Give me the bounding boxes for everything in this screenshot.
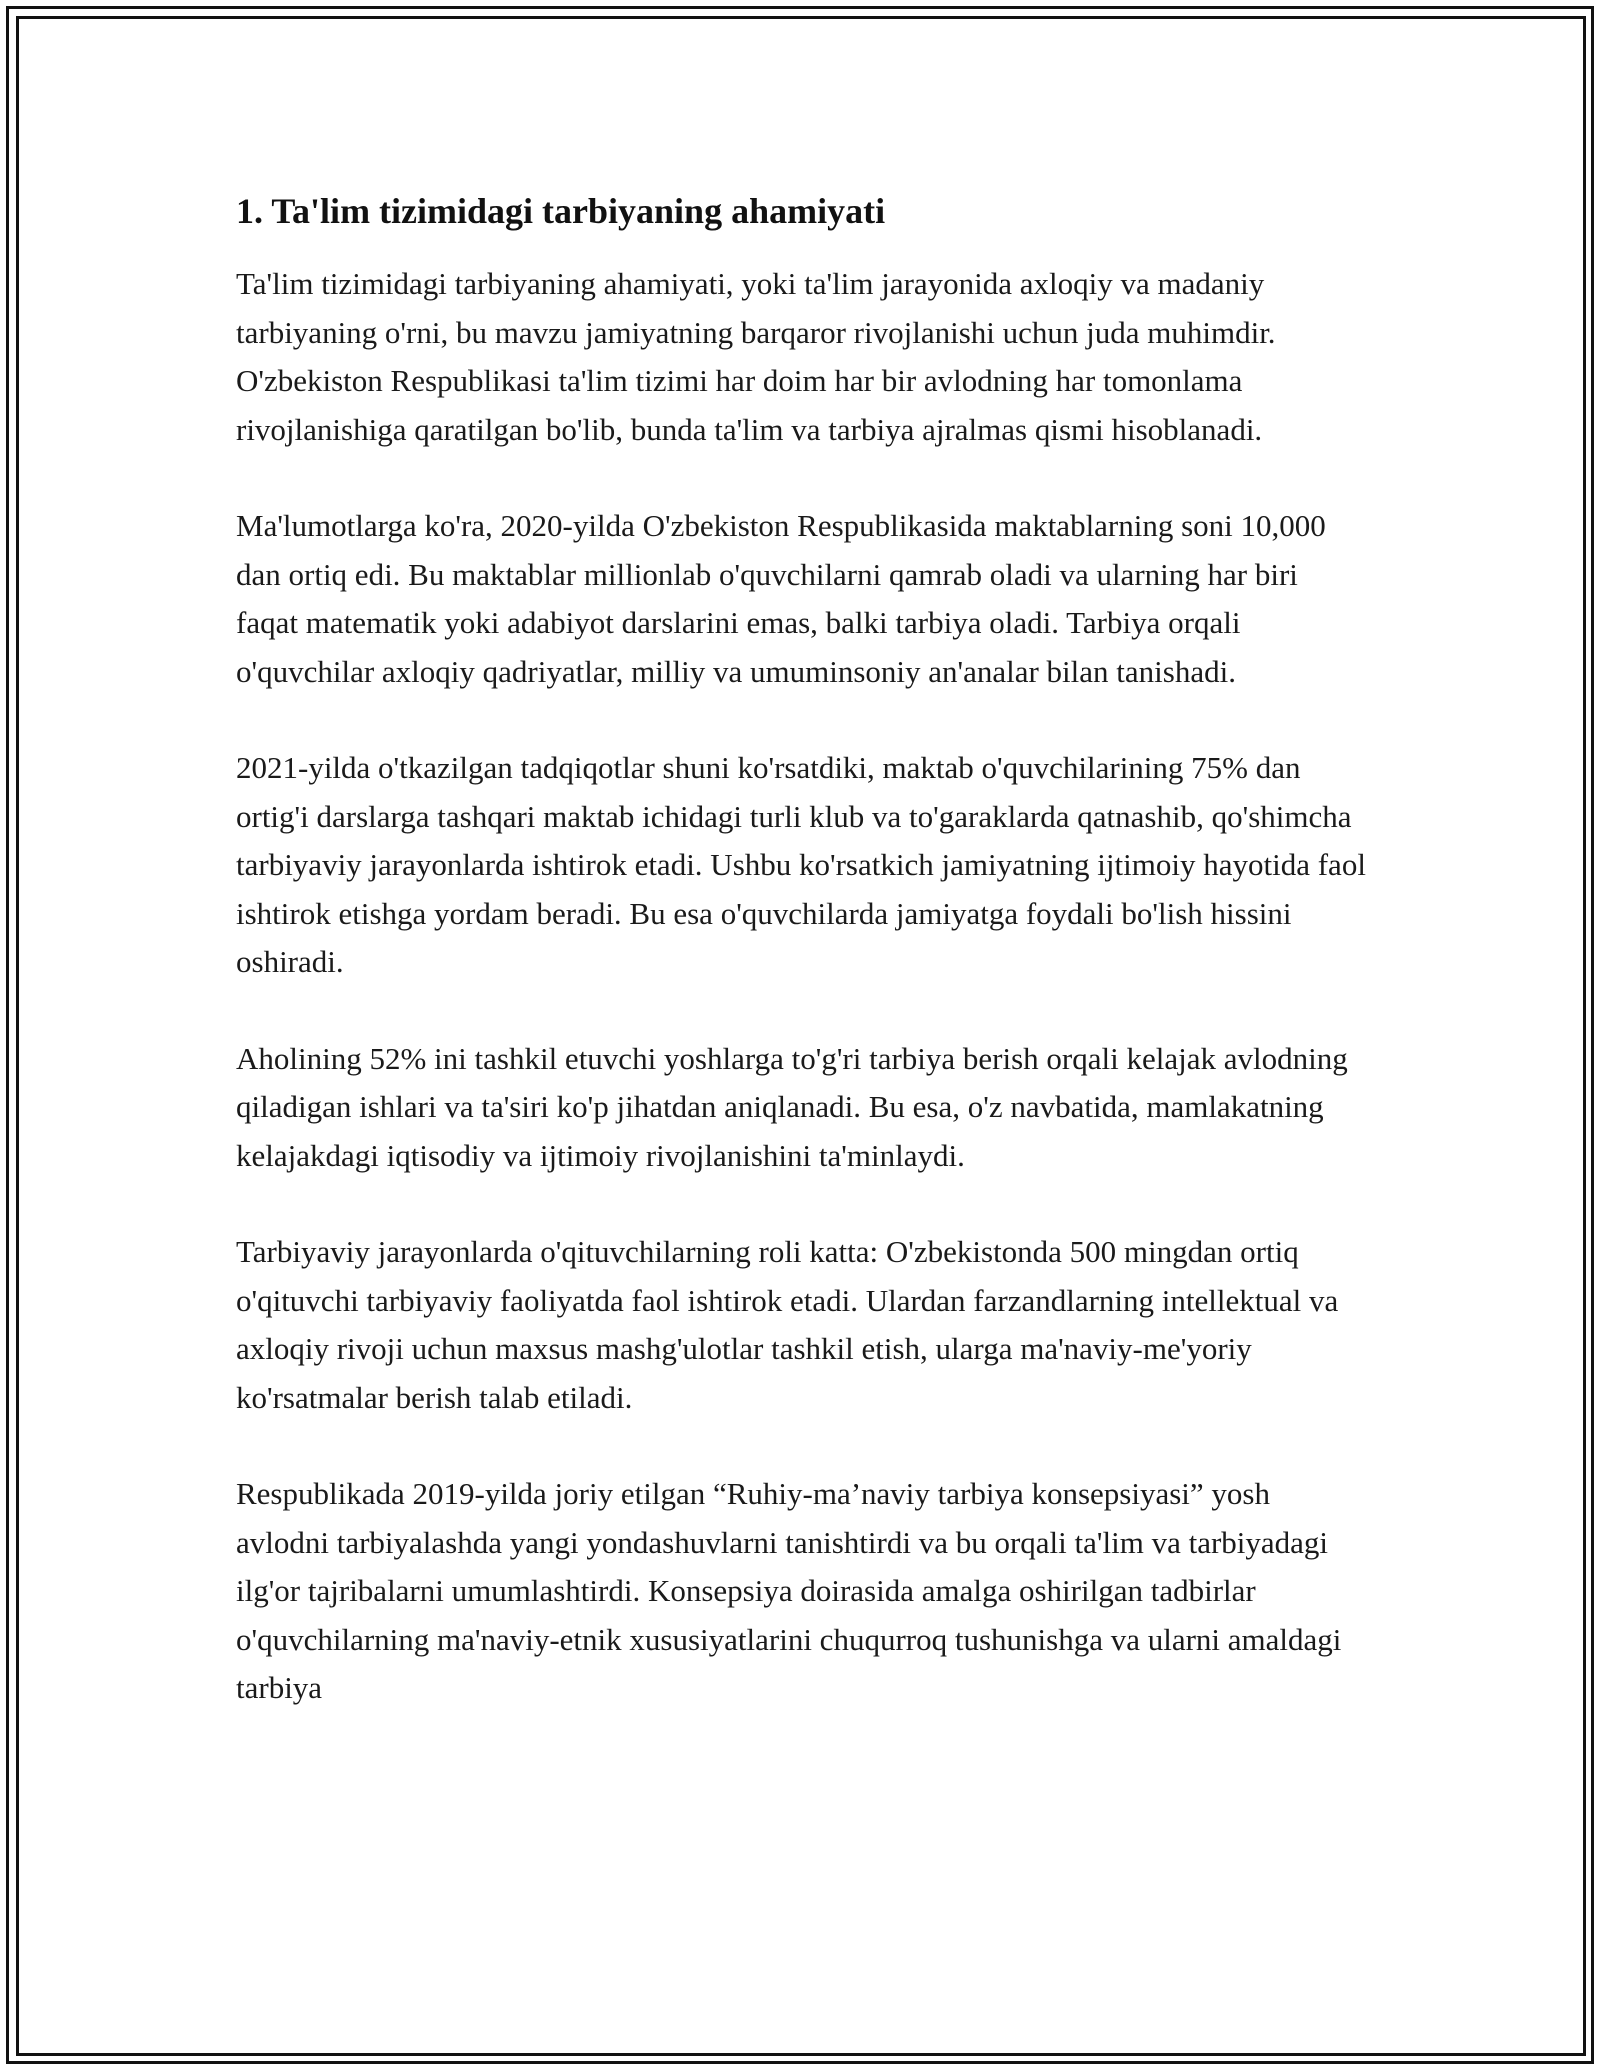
paragraph: Aholining 52% ini tashkil etuvchi yoshlarga to'g'ri tarbiya berish orqali kelajak avlodning qiladigan ishlari va ta'siri ko'p jihatdan aniqlanadi. Bu esa, o'z navbatida, mamlakatning kelajakdagi iqtisodiy va ijtimoiy rivojlanishini ta'minlaydi. — [236, 1040, 1348, 1173]
paragraph: 2021-yilda o'tkazilgan tadqiqotlar shuni ko'rsatdiki, maktab o'quvchilarining 75% dan ortig'i darslarga tashqari maktab ichidagi turli klub va to'garaklarda qatnashib, qo'shimcha tarbiyaviy jarayonlarda ishtirok etadi. Ushbu ko'rsatkich jamiyatning ijtimoiy hayotida faol ishtirok etishga yordam beradi. Bu esa o'quvchilarda jamiyatga foydali bo'lish hissini oshiradi. — [236, 750, 1366, 979]
paragraph: Respublikada 2019-yilda joriy etilgan “Ruhiy-ma’naviy tarbiya konsepsiyasi” yosh avlodni tarbiyalashda yangi yondashuvlarni tanishtirdi va bu orqali ta'lim va tarbiyadagi ilg'or tajribalarni umumlashtirdi. Konsepsiya doirasida amalga oshirilgan tadbirlar o'quvchilarning ma'naviy-etnik xususiyatlarini chuqurroq tushunishga va ularni amaldagi tarbiya — [236, 1476, 1342, 1705]
document-body — [236, 186, 1366, 1761]
paragraph: Ma'lumotlarga ko'ra, 2020-yilda O'zbekiston Respublikasida maktablarning soni 10,000 dan ortiq edi. Bu maktablar millionlab o'quvchilarni qamrab oladi va ularning har biri faqat matematik yoki adabiyot darslarini emas, balki tarbiya oladi. Tarbiya orqali o'quvchilar axloqiy qadriyatlar, milliy va umuminsoniy an'analar bilan tanishadi. — [236, 508, 1326, 689]
paragraph: Tarbiyaviy jarayonlarda o'qituvchilarning roli katta: O'zbekistonda 500 mingdan ortiq o'qituvchi tarbiyaviy faoliyatda faol ishtirok etadi. Ulardan farzandlarning intellektual va axloqiy rivoji uchun maxsus mashg'ulotlar tashkil etish, ularga ma'naviy-me'yoriy ko'rsatmalar berish talab etiladi. — [236, 1234, 1339, 1415]
section-title: 1. Ta'lim tizimidagi tarbiyaning ahamiyati — [236, 191, 886, 231]
paragraph: Ta'lim tizimidagi tarbiyaning ahamiyati, yoki ta'lim jarayonida axloqiy va madaniy tarbiyaning o'rni, bu mavzu jamiyatning barqaror rivojlanishi uchun juda muhimdir. O'zbekiston Respublikasi ta'lim tizimi har doim har bir avlodning har tomonlama rivojlanishiga qaratilgan bo'lib, bunda ta'lim va tarbiya ajralmas qismi hisoblanadi. — [236, 266, 1276, 447]
